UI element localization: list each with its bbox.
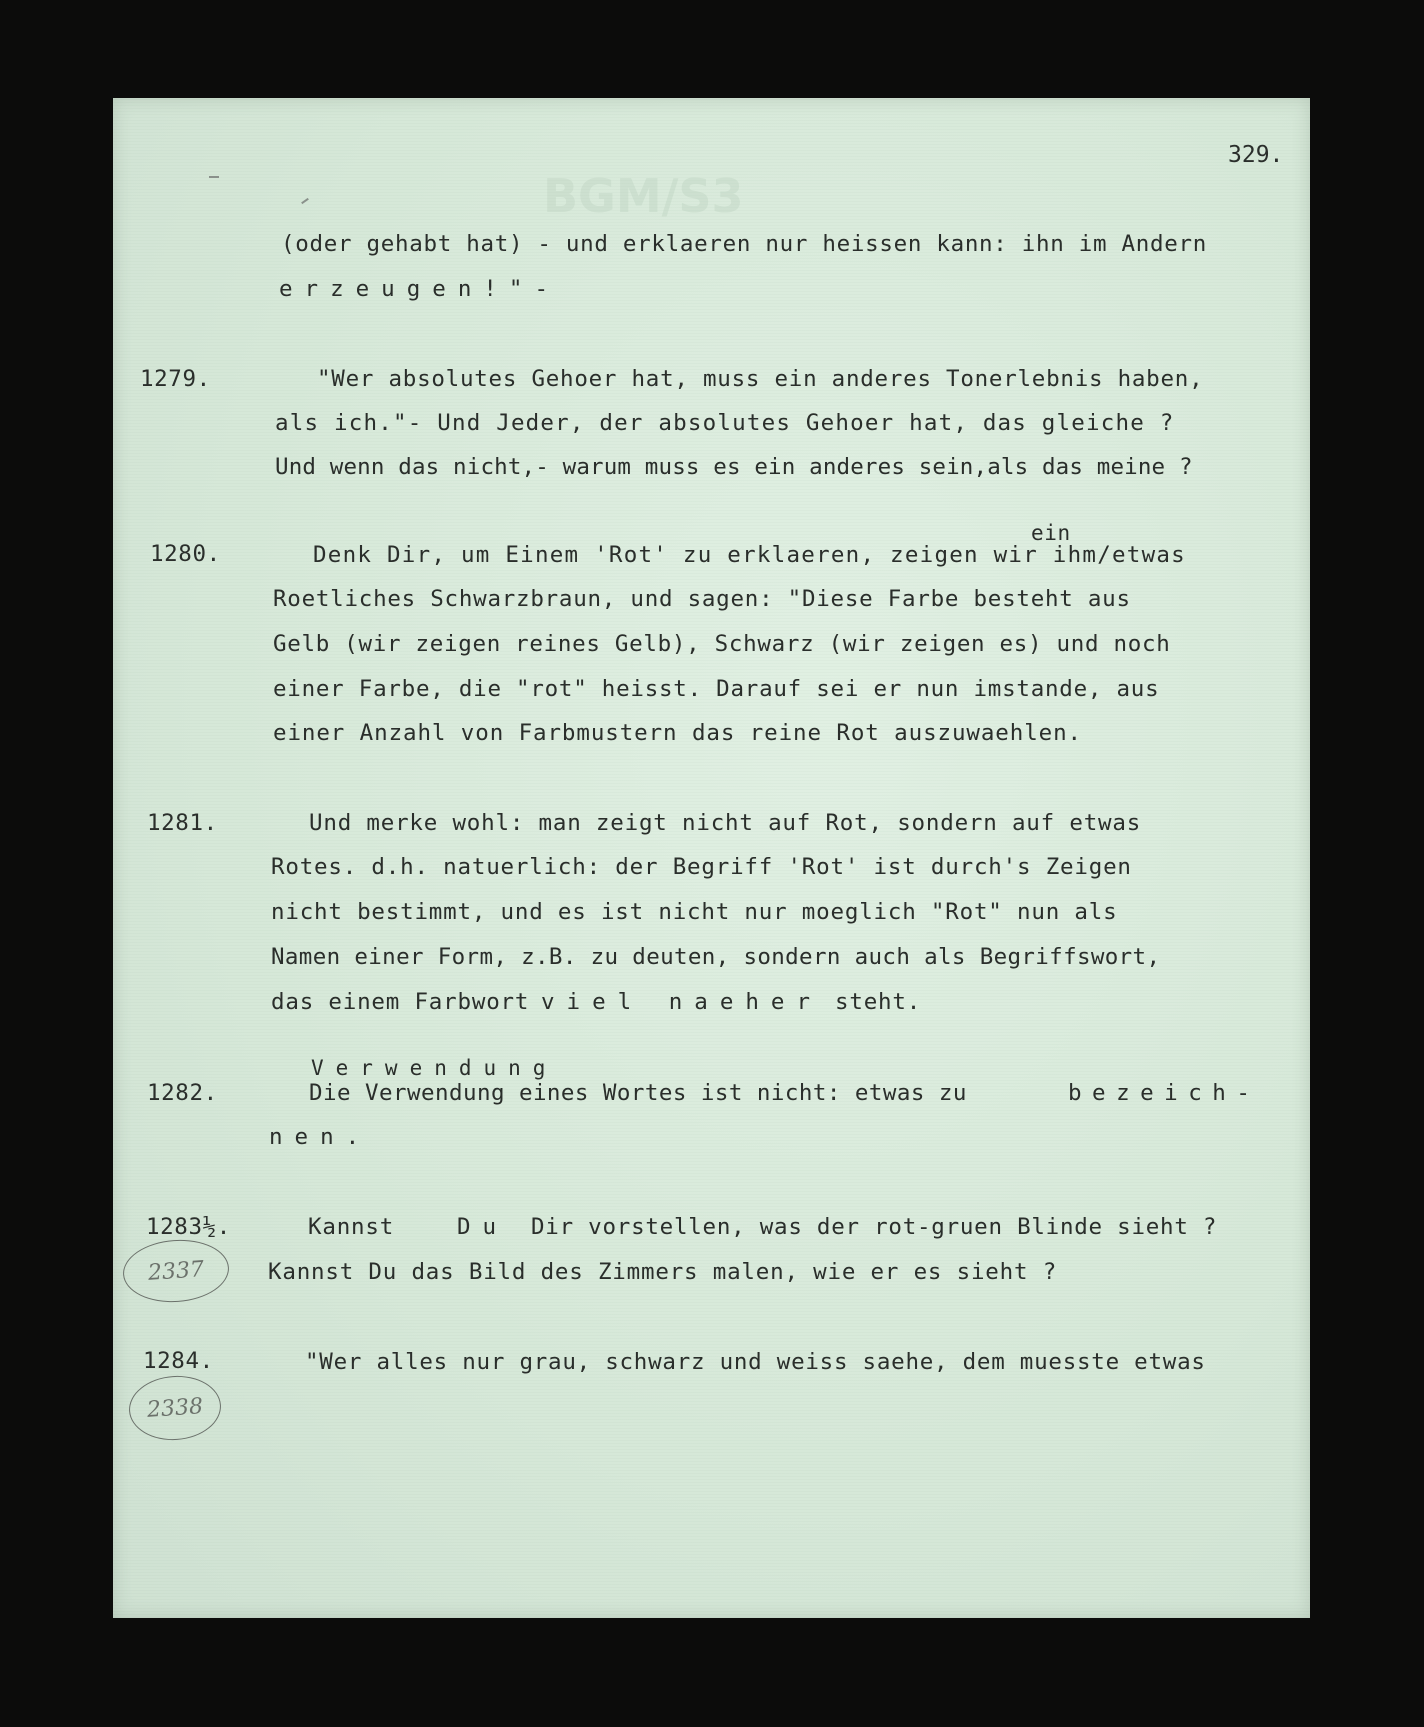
remark-line: Namen einer Form, z.B. zu deuten, sondern auch als Begriffswort, [271, 944, 1161, 970]
spaced-emphasis: nen. [269, 1124, 372, 1150]
continuation-line: (oder gehabt hat) - und erklaeren nur heissen kann: ihn im Andern [281, 231, 1207, 257]
stray-mark [209, 176, 219, 178]
remark-line: einer Anzahl von Farbmustern das reine Rot auszuwaehlen. [273, 720, 1082, 746]
remark-line: Denk Dir, um Einem 'Rot' zu erklaeren, zeigen wir ihm/etwas [313, 542, 1186, 568]
remark-line: Die Verwendung eines Wortes ist nicht: etwas zu [309, 1080, 967, 1106]
circled-archive-number [127, 1373, 223, 1443]
remark-line: Rotes. d.h. natuerlich: der Begriff 'Rot' ist durch's Zeigen [271, 854, 1132, 880]
remark-line: "Wer absolutes Gehoer hat, muss ein anderes Tonerlebnis haben, [317, 366, 1204, 392]
typescript-page [113, 98, 1310, 1618]
remark-line: steht. [835, 989, 922, 1015]
remark-number: 1281. [147, 810, 218, 836]
continuation-line: erzeugen!"- [279, 276, 561, 302]
spaced-emphasis: viel naeher [541, 989, 823, 1015]
remark-line: Roetliches Schwarzbraun, und sagen: "Diese Farbe besteht aus [273, 586, 1131, 612]
spaced-emphasis: Du [457, 1214, 509, 1240]
remark-number: 1284. [143, 1348, 214, 1374]
remark-number: 1279. [140, 366, 211, 392]
remark-line: das einem Farbwort [271, 989, 530, 1015]
circled-archive-number-text: 2337 [147, 1256, 205, 1286]
remark-line: Und wenn das nicht,- warum muss es ein anderes sein,als das meine ? [275, 454, 1193, 480]
remark-line: Kannst [308, 1214, 395, 1240]
remark-line: als ich."- Und Jeder, der absolutes Gehoer hat, das gleiche ? [275, 410, 1175, 436]
remark-line: Kannst Du das Bild des Zimmers malen, wie er es sieht ? [268, 1259, 1058, 1285]
remark-line: einer Farbe, die "rot" heisst. Darauf sei er nun imstande, aus [273, 676, 1160, 702]
remark-line: Gelb (wir zeigen reines Gelb), Schwarz (wir zeigen es) und noch [273, 631, 1171, 657]
page-number: 329. [1228, 142, 1284, 168]
circled-archive-number [121, 1236, 231, 1305]
remark-line: Und merke wohl: man zeigt nicht auf Rot, sondern auf etwas [309, 810, 1142, 836]
stamp-watermark: BGM/S3 [543, 169, 744, 223]
remark-line: "Wer alles nur grau, schwarz und weiss saehe, dem muesste etwas [305, 1349, 1206, 1375]
remark-number: 1282. [147, 1080, 218, 1106]
stray-mark [301, 198, 309, 204]
spaced-emphasis: bezeich- [1068, 1080, 1261, 1106]
remark-number: 1280. [150, 541, 221, 567]
circled-archive-number-text: 2338 [146, 1393, 204, 1423]
remark-line: Dir vorstellen, was der rot-gruen Blinde sieht ? [531, 1214, 1218, 1240]
remark-line: nicht bestimmt, und es ist nicht nur moeglich "Rot" nun als [271, 899, 1118, 925]
interlinear-insertion: Verwendung [311, 1056, 558, 1080]
remark-number: 1283½. [146, 1214, 231, 1240]
interlinear-insertion: ein [1031, 521, 1071, 545]
